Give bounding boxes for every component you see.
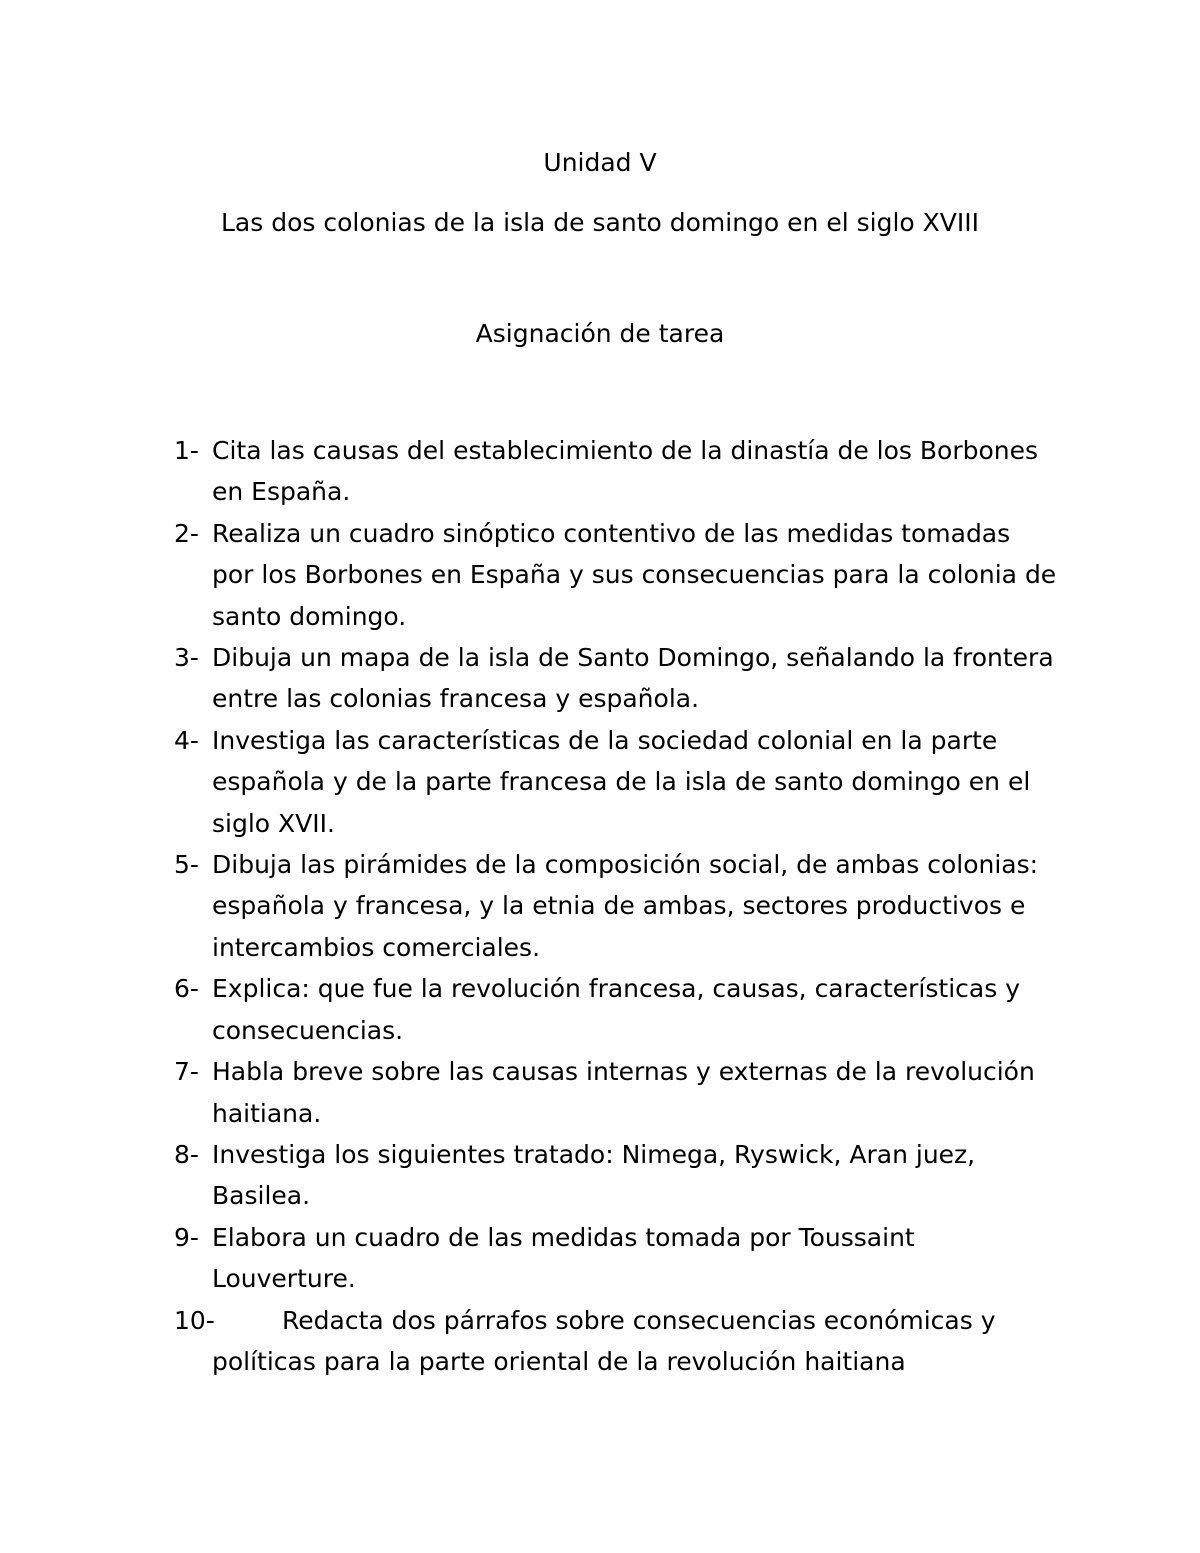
task-item bbox=[174, 1051, 1074, 1134]
task-text-segment: Redacta dos párrafos sobre consecuencias económicas y bbox=[282, 1305, 996, 1335]
task-text-line: Investiga los siguientes tratado: Nimega, Ryswick, Aran juez, bbox=[212, 1139, 976, 1169]
task-text-line: Dibuja un mapa de la isla de Santo Domingo, señalando la frontera bbox=[212, 643, 1054, 673]
task-text-line: intercambios comerciales. bbox=[212, 932, 541, 962]
document-subtitle: Las dos colonias de la isla de santo domingo en el siglo XVIII bbox=[221, 208, 979, 237]
task-item bbox=[174, 968, 1074, 1051]
task-list bbox=[174, 430, 1074, 1382]
task-number: 6- bbox=[174, 974, 199, 1004]
task-text-line: Investiga las características de la sociedad colonial en la parte bbox=[212, 725, 998, 755]
task-text-line: Louverture. bbox=[212, 1264, 356, 1294]
task-item bbox=[174, 637, 1074, 720]
task-text-line: española y de la parte francesa de la isla de santo domingo en el bbox=[212, 767, 1031, 797]
task-text-line: en España. bbox=[212, 477, 351, 507]
task-item bbox=[174, 430, 1074, 513]
task-item bbox=[174, 720, 1074, 844]
task-item bbox=[174, 1217, 1074, 1300]
task-text-line: española y francesa, y la etnia de ambas, sectores productivos e bbox=[212, 891, 1026, 921]
unit-title: Unidad V bbox=[543, 148, 657, 177]
task-number: 4- bbox=[174, 725, 199, 755]
task-text-line: Cita las causas del establecimiento de la dinastía de los Borbones bbox=[212, 436, 1039, 465]
task-item bbox=[174, 1300, 1074, 1383]
task-text-line: Elabora un cuadro de las medidas tomada por Toussaint bbox=[212, 1222, 915, 1252]
task-text-line: por los Borbones en España y sus consecuencias para la colonia de bbox=[212, 560, 1057, 590]
task-number: 8- bbox=[174, 1139, 199, 1169]
task-item bbox=[174, 844, 1074, 968]
task-text-line: consecuencias. bbox=[212, 1015, 404, 1045]
task-number: 5- bbox=[174, 850, 199, 880]
task-text-line bbox=[212, 1300, 1074, 1341]
task-item bbox=[174, 513, 1074, 637]
task-text-line: Explica: que fue la revolución francesa, causas, características y bbox=[212, 974, 1020, 1004]
task-number: 9- bbox=[174, 1222, 199, 1252]
task-text-line: siglo XVII. bbox=[212, 808, 335, 838]
task-item bbox=[174, 1134, 1074, 1217]
assignment-heading: Asignación de tarea bbox=[475, 319, 725, 348]
task-text-line: Habla breve sobre las causas internas y externas de la revolución bbox=[212, 1057, 1035, 1087]
task-text-line: haitiana. bbox=[212, 1098, 322, 1128]
task-number: 10- bbox=[174, 1305, 215, 1335]
task-number: 1- bbox=[174, 436, 199, 465]
task-text-line: políticas para la parte oriental de la revolución haitiana bbox=[212, 1346, 906, 1376]
task-number: 2- bbox=[174, 518, 199, 548]
task-text-line: entre las colonias francesa y española. bbox=[212, 684, 700, 714]
task-number: 7- bbox=[174, 1057, 199, 1087]
task-number: 3- bbox=[174, 643, 199, 673]
task-text-line: Realiza un cuadro sinóptico contentivo de las medidas tomadas bbox=[212, 518, 1011, 548]
task-text-line: santo domingo. bbox=[212, 601, 407, 631]
task-text-line: Basilea. bbox=[212, 1181, 311, 1211]
task-text-line: Dibuja las pirámides de la composición social, de ambas colonias: bbox=[212, 850, 1039, 880]
